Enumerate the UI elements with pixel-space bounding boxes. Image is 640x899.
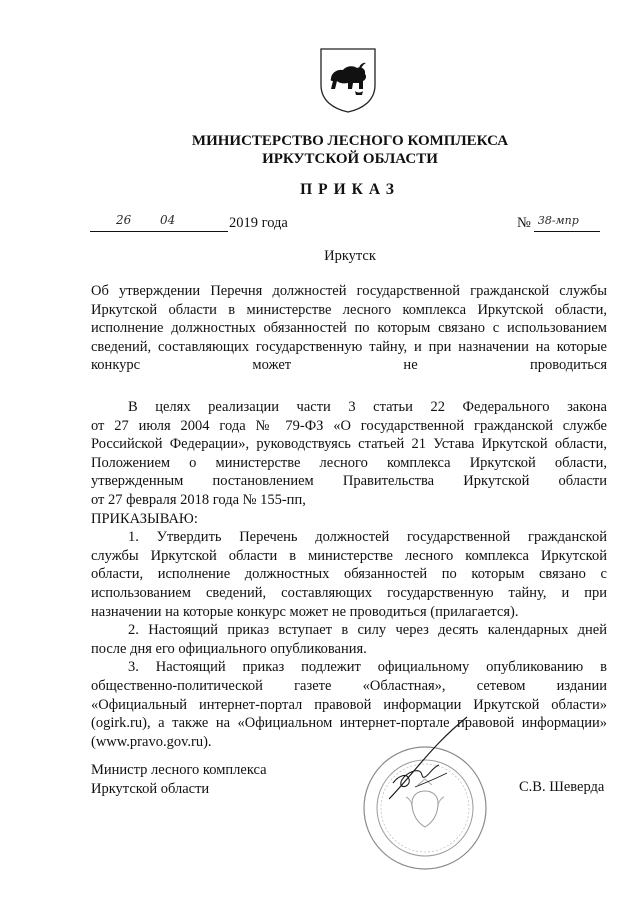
preamble-line: В целях реализации части 3 статьи 22 Федерального закона xyxy=(128,399,607,415)
order-body xyxy=(91,398,607,751)
item-1-line: службы Иркутской области в министерстве лесного комплекса Иркутской xyxy=(91,547,607,564)
ministry-line-1: МИНИСТЕРСТВО ЛЕСНОГО КОМПЛЕКСА xyxy=(191,133,509,149)
date-blank-line xyxy=(90,215,228,232)
signer-position-line-1: Министр лесного комплекса xyxy=(91,762,267,778)
item-3-line: (www.pravo.gov.ru). xyxy=(91,733,212,750)
item-3-line: 3. Настоящий приказ подлежит официальному опубликованию в xyxy=(128,659,607,676)
preamble-line: Российской Федерации», руководствуясь статьей 21 Устава Иркутской области, xyxy=(91,436,607,453)
order-title: ПРИКАЗ xyxy=(300,181,400,198)
item-1-line: использованием сведений, составляющих государственную тайну, и при xyxy=(91,584,607,601)
handwritten-day: 26 xyxy=(116,213,132,227)
signer-position-line-2: Иркутской области xyxy=(91,780,210,797)
ministry-name xyxy=(150,132,550,168)
ministry-line-2: ИРКУТСКОЙ ОБЛАСТИ xyxy=(262,151,438,167)
item-2-line: 2. Настоящий приказ вступает в силу через десять календарных дней xyxy=(128,622,607,639)
item-3-line: общественно-политической газете «Областная», сетевом издании xyxy=(91,677,607,694)
number-sign: № xyxy=(517,215,531,231)
number-blank-line xyxy=(534,215,600,232)
signer-position xyxy=(91,761,267,798)
order-number xyxy=(517,215,600,232)
item-2-line: после дня его официального опубликования. xyxy=(91,640,367,657)
decree-word: ПРИКАЗЫВАЮ: xyxy=(91,510,198,527)
preamble-line: от 27 июля 2004 года № 79-ФЗ «О государственной гражданской службе xyxy=(91,417,607,434)
item-1-line: области, исполнение должностных обязанностей по которым связано с xyxy=(91,566,607,583)
item-3-line: «Официальный интернет-портал правовой информации Иркутской области» xyxy=(91,696,607,713)
order-date xyxy=(90,215,288,232)
signer-name: С.В. Шеверда xyxy=(519,779,605,795)
preamble-line: Положением о министерстве лесного комплекса Иркутской области, xyxy=(91,454,607,471)
order-subject: Об утверждении Перечня должностей государственной гражданской службы Иркутской области в министерстве лесного комплекса Иркутской области, исполнение должностных обязанностей по которым связано с использованием сведений, составляющих государственную тайну, и при назначении на которые конкурс может не проводиться xyxy=(91,283,607,374)
handwritten-number: 38-мпр xyxy=(537,214,579,227)
item-1-line: 1. Утвердить Перечень должностей государственной гражданской xyxy=(128,529,607,546)
item-3-line: (ogirk.ru), а также на «Официальном интернет-портале правовой информации» xyxy=(91,715,607,732)
handwritten-month: 04 xyxy=(160,213,176,227)
preamble-line: утвержденным постановлением Правительства Иркутской области xyxy=(91,473,607,490)
signature-icon xyxy=(385,713,475,803)
item-1-line: назначении на которые конкурс может не проводиться (прилагается). xyxy=(91,603,519,620)
order-year: 2019 года xyxy=(229,215,288,231)
city: Иркутск xyxy=(324,248,376,264)
coat-of-arms-icon xyxy=(319,47,377,113)
preamble-line: от 27 февраля 2018 года № 155-пп, xyxy=(91,491,306,508)
